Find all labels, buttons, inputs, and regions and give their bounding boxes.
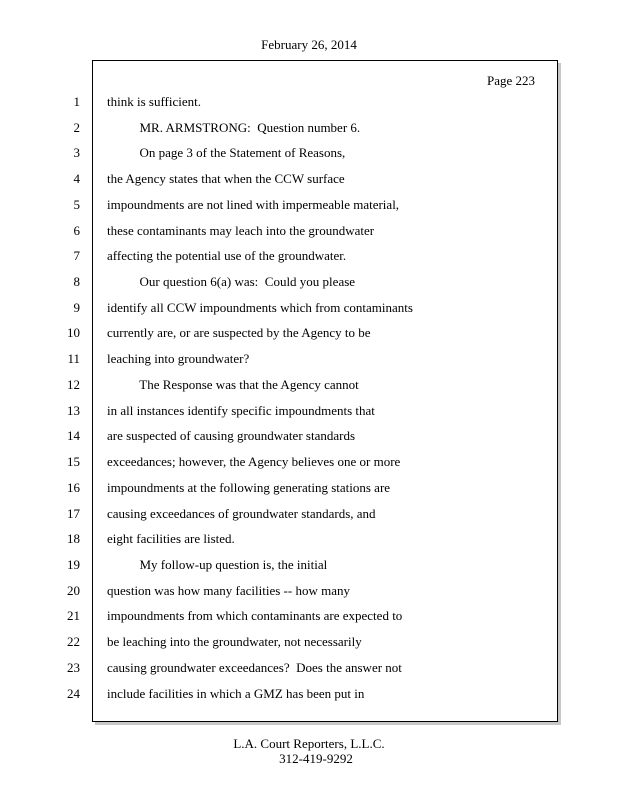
line-number: 20 (67, 583, 80, 598)
court-reporter-phone: 312-419-9292 (279, 751, 353, 766)
line-number: 6 (73, 223, 80, 238)
transcript-line-text: MR. ARMSTRONG: Question number 6. (107, 120, 361, 135)
transcript-line-text: think is sufficient. (107, 94, 202, 109)
transcript-line-text: in all instances identify specific impoundments that (107, 403, 375, 418)
transcript-date: February 26, 2014 (261, 37, 357, 52)
transcript-line-text: The Response was that the Agency cannot (107, 377, 359, 392)
line-number: 8 (73, 274, 80, 289)
court-reporter-company: L.A. Court Reporters, L.L.C. (233, 736, 385, 751)
line-number: 9 (73, 300, 80, 315)
line-number: 1 (73, 94, 80, 109)
line-number: 2 (73, 120, 80, 135)
line-number: 13 (67, 403, 80, 418)
line-number: 3 (73, 145, 80, 160)
line-number: 24 (67, 686, 80, 701)
line-number: 7 (73, 248, 80, 263)
transcript-line-text: affecting the potential use of the groundwater. (107, 248, 347, 263)
transcript-line-text: include facilities in which a GMZ has been put in (107, 686, 365, 701)
transcript-line-text: On page 3 of the Statement of Reasons, (107, 145, 346, 160)
transcript-line-text: impoundments at the following generating stations are (107, 480, 391, 495)
transcript-line-text: the Agency states that when the CCW surface (107, 171, 345, 186)
transcript-line-text: exceedances; however, the Agency believes one or more (107, 454, 401, 469)
transcript-line-text: Our question 6(a) was: Could you please (107, 274, 356, 289)
line-number: 4 (73, 171, 80, 186)
line-number: 11 (67, 351, 80, 366)
line-number: 21 (67, 608, 80, 623)
transcript-line-text: question was how many facilities -- how many (107, 583, 350, 598)
transcript-line-text: My follow-up question is, the initial (107, 557, 328, 572)
transcript-line-text: currently are, or are suspected by the Agency to be (107, 325, 371, 340)
transcript-line-text: these contaminants may leach into the groundwater (107, 223, 375, 238)
transcript-line-text: impoundments are not lined with impermeable material, (107, 197, 400, 212)
line-number: 5 (73, 197, 80, 212)
line-number: 10 (67, 325, 80, 340)
transcript-line-text: causing exceedances of groundwater standards, and (107, 506, 376, 521)
transcript-line-text: causing groundwater exceedances? Does the answer not (107, 660, 402, 675)
line-number: 14 (67, 428, 80, 443)
line-number: 12 (67, 377, 80, 392)
transcript-line-text: leaching into groundwater? (107, 351, 250, 366)
transcript-line-text: be leaching into the groundwater, not necessarily (107, 634, 362, 649)
line-number: 19 (67, 557, 80, 572)
page-number-label: Page 223 (486, 73, 535, 88)
line-number: 15 (67, 454, 80, 469)
transcript-line-text: eight facilities are listed. (107, 531, 235, 546)
transcript-line-text: are suspected of causing groundwater standards (107, 428, 355, 443)
line-number: 23 (67, 660, 80, 675)
transcript-line-text: identify all CCW impoundments which from contaminants (107, 300, 413, 315)
line-number: 22 (67, 634, 80, 649)
transcript-line-text: impoundments from which contaminants are expected to (107, 608, 403, 623)
line-number: 16 (67, 480, 80, 495)
line-number: 17 (67, 506, 80, 521)
line-number: 18 (67, 531, 80, 546)
